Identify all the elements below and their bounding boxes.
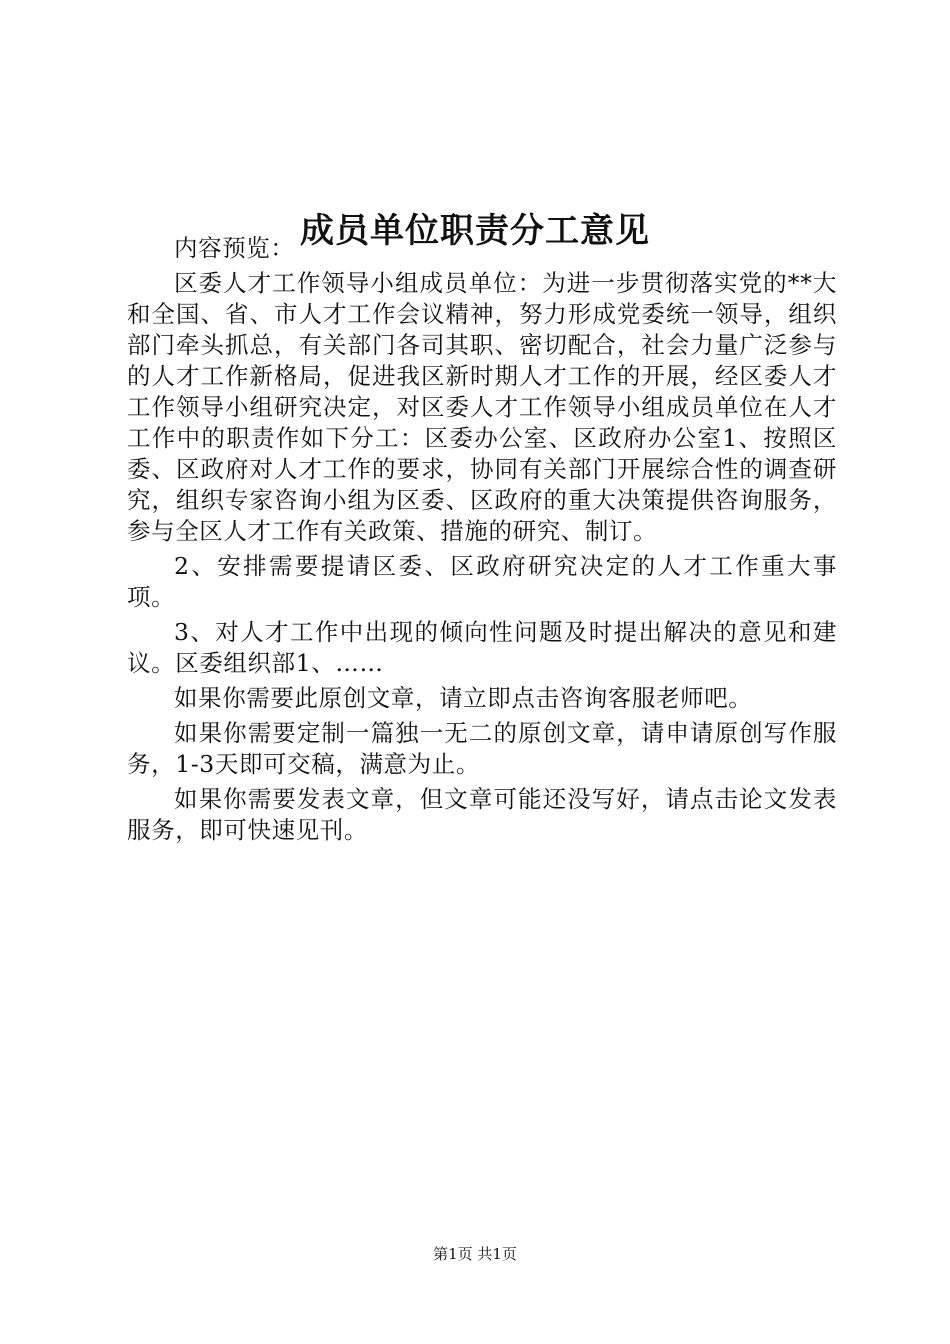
paragraph-item-2: 2、安排需要提请区委、区政府研究决定的人才工作重大事项。 [127, 552, 837, 611]
paragraph-publishing: 如果你需要发表文章，但文章可能还没写好，请点击论文发表服务，即可快速见刊。 [127, 785, 837, 844]
paragraph-item-3: 3、对人才工作中出现的倾向性问题及时提出解决的意见和建议。区委组织部1、…… [127, 618, 837, 677]
paragraph-consult: 如果你需要此原创文章，请立即点击咨询客服老师吧。 [174, 684, 753, 712]
paragraph-custom-writing: 如果你需要定制一篇独一无二的原创文章，请申请原创写作服务，1-3天即可交稿，满意为止。 [127, 719, 837, 778]
document-body [127, 233, 837, 850]
page-footer: 第1页 共1页 [433, 1245, 517, 1263]
document-title: 成员单位职责分工意见 [300, 210, 650, 251]
paragraph-main: 区委人才工作领导小组成员单位：为进一步贯彻落实党的**大和全国、省、市人才工作会议精神，努力形成党委统一领导，组织部门牵头抓总，有关部门各司其职、密切配合，社会力量广泛参与的人才工作新格局，促进我区新时期人才工作的开展，经区委人才工作领导小组研究决定，对区委人才工作领导小组成员单位在人才工作中的职责作如下分工：区委办公室、区政府办公室1、按照区委、区政府对人才工作的要求，协同有关部门开展综合性的调查研究，组织专家咨询小组为区委、区政府的重大决策提供咨询服务，参与全区人才工作有关政策、措施的研究、制订。 [127, 269, 837, 545]
preview-label: 内容预览： [174, 234, 295, 262]
